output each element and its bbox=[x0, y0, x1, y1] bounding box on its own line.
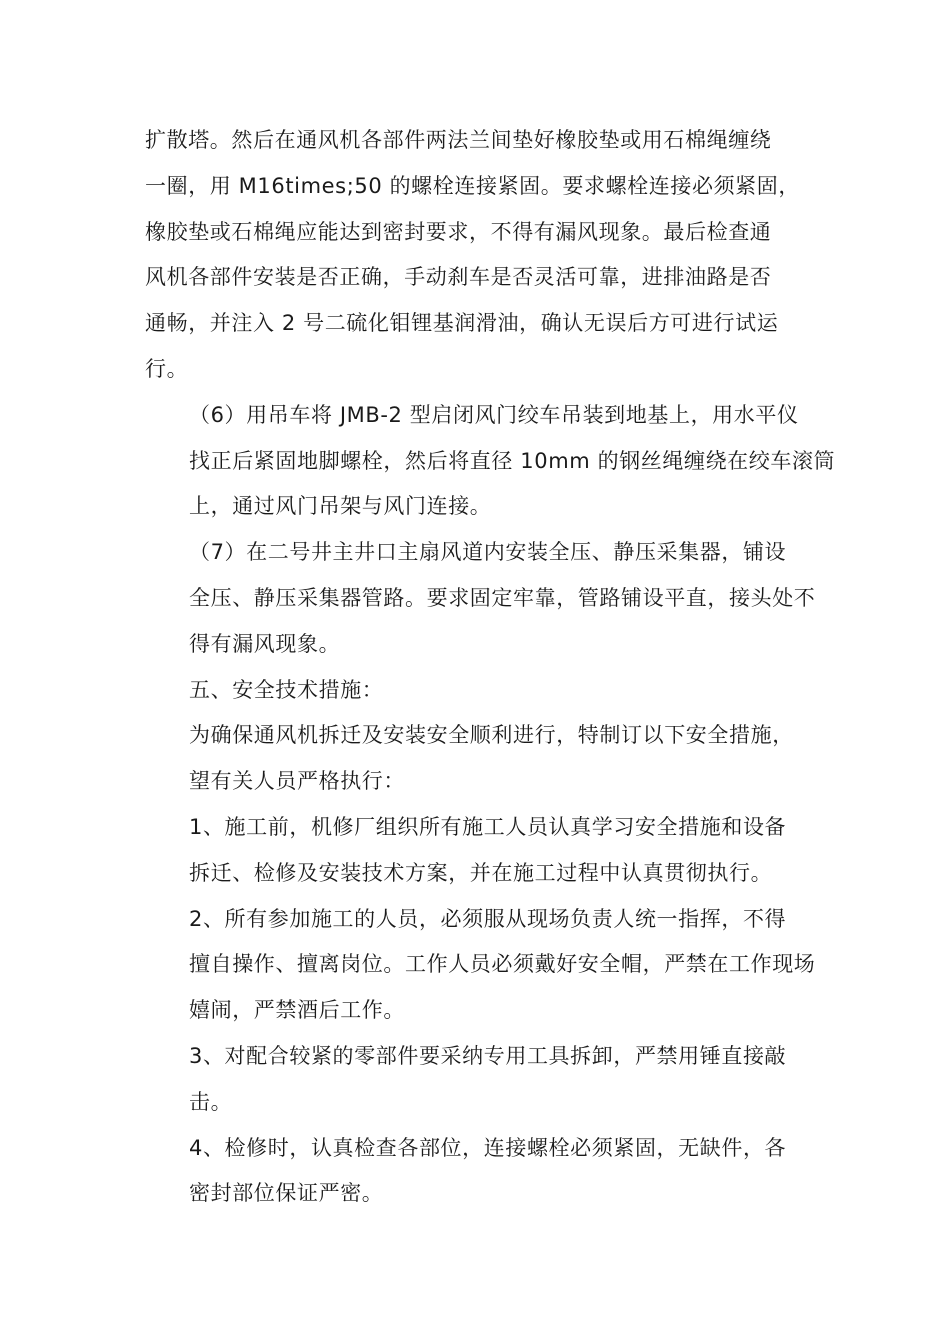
document-body bbox=[145, 118, 836, 1217]
text-line: 通畅，并注入 2 号二硫化钼锂基润滑油，确认无误后方可进行试运 bbox=[145, 311, 779, 336]
paragraph bbox=[145, 393, 836, 530]
text-line: 密封部位保证严密。 bbox=[189, 1181, 384, 1206]
text-line: 3、对配合较紧的零部件要采纳专用工具拆卸，严禁用锤直接敲 bbox=[189, 1043, 787, 1068]
text-line: 上，通过风门吊架与风门连接。 bbox=[189, 494, 492, 519]
text-line: 行。 bbox=[145, 356, 189, 381]
text-line: 橡胶垫或石棉绳应能达到密封要求，不得有漏风现象。最后检查通 bbox=[145, 219, 772, 244]
text-line: 擅自操作、擅离岗位。工作人员必须戴好安全帽，严禁在工作现场 bbox=[189, 952, 816, 977]
text-line: 4、检修时，认真检查各部位，连接螺栓必须紧固，无缺件，各 bbox=[189, 1135, 787, 1160]
text-line: 为确保通风机拆迁及安装安全顺利进行，特制订以下安全措施， bbox=[189, 723, 794, 748]
paragraph bbox=[145, 118, 809, 393]
paragraph bbox=[145, 897, 816, 1034]
text-line: 找正后紧固地脚螺栓，然后将直径 10mm 的钢丝绳缠绕在绞车滚筒 bbox=[189, 448, 836, 473]
paragraph bbox=[145, 668, 809, 714]
text-line: （7）在二号井主井口主扇风道内安装全压、静压采集器，铺设 bbox=[189, 540, 787, 565]
text-line: 五、安全技术措施： bbox=[189, 677, 384, 702]
text-line: 全压、静压采集器管路。要求固定牢靠，管路铺设平直，接头处不 bbox=[189, 585, 816, 610]
paragraph bbox=[145, 713, 809, 805]
text-line: 拆迁、检修及安装技术方案，并在施工过程中认真贯彻执行。 bbox=[189, 860, 773, 885]
text-line: 2、所有参加施工的人员，必须服从现场负责人统一指挥，不得 bbox=[189, 906, 787, 931]
paragraph bbox=[145, 1126, 809, 1218]
text-line: 击。 bbox=[189, 1089, 233, 1114]
paragraph bbox=[145, 805, 809, 897]
text-line: 望有关人员严格执行： bbox=[189, 769, 405, 794]
paragraph bbox=[145, 1034, 809, 1126]
text-line: 得有漏风现象。 bbox=[189, 631, 341, 656]
text-line: （6）用吊车将 JMB-2 型启闭风门绞车吊装到地基上，用水平仪 bbox=[189, 402, 799, 427]
text-line: 嬉闹，严禁酒后工作。 bbox=[189, 998, 405, 1023]
paragraph bbox=[145, 530, 816, 667]
text-line: 一圈，用 M16times;50 的螺栓连接紧固。要求螺栓连接必须紧固， bbox=[145, 173, 800, 198]
text-line: 1、施工前，机修厂组织所有施工人员认真学习安全措施和设备 bbox=[189, 814, 787, 839]
text-line: 风机各部件安装是否正确，手动刹车是否灵活可靠，进排油路是否 bbox=[145, 265, 772, 290]
text-line: 扩散塔。然后在通风机各部件两法兰间垫好橡胶垫或用石棉绳缠绕 bbox=[145, 128, 772, 152]
